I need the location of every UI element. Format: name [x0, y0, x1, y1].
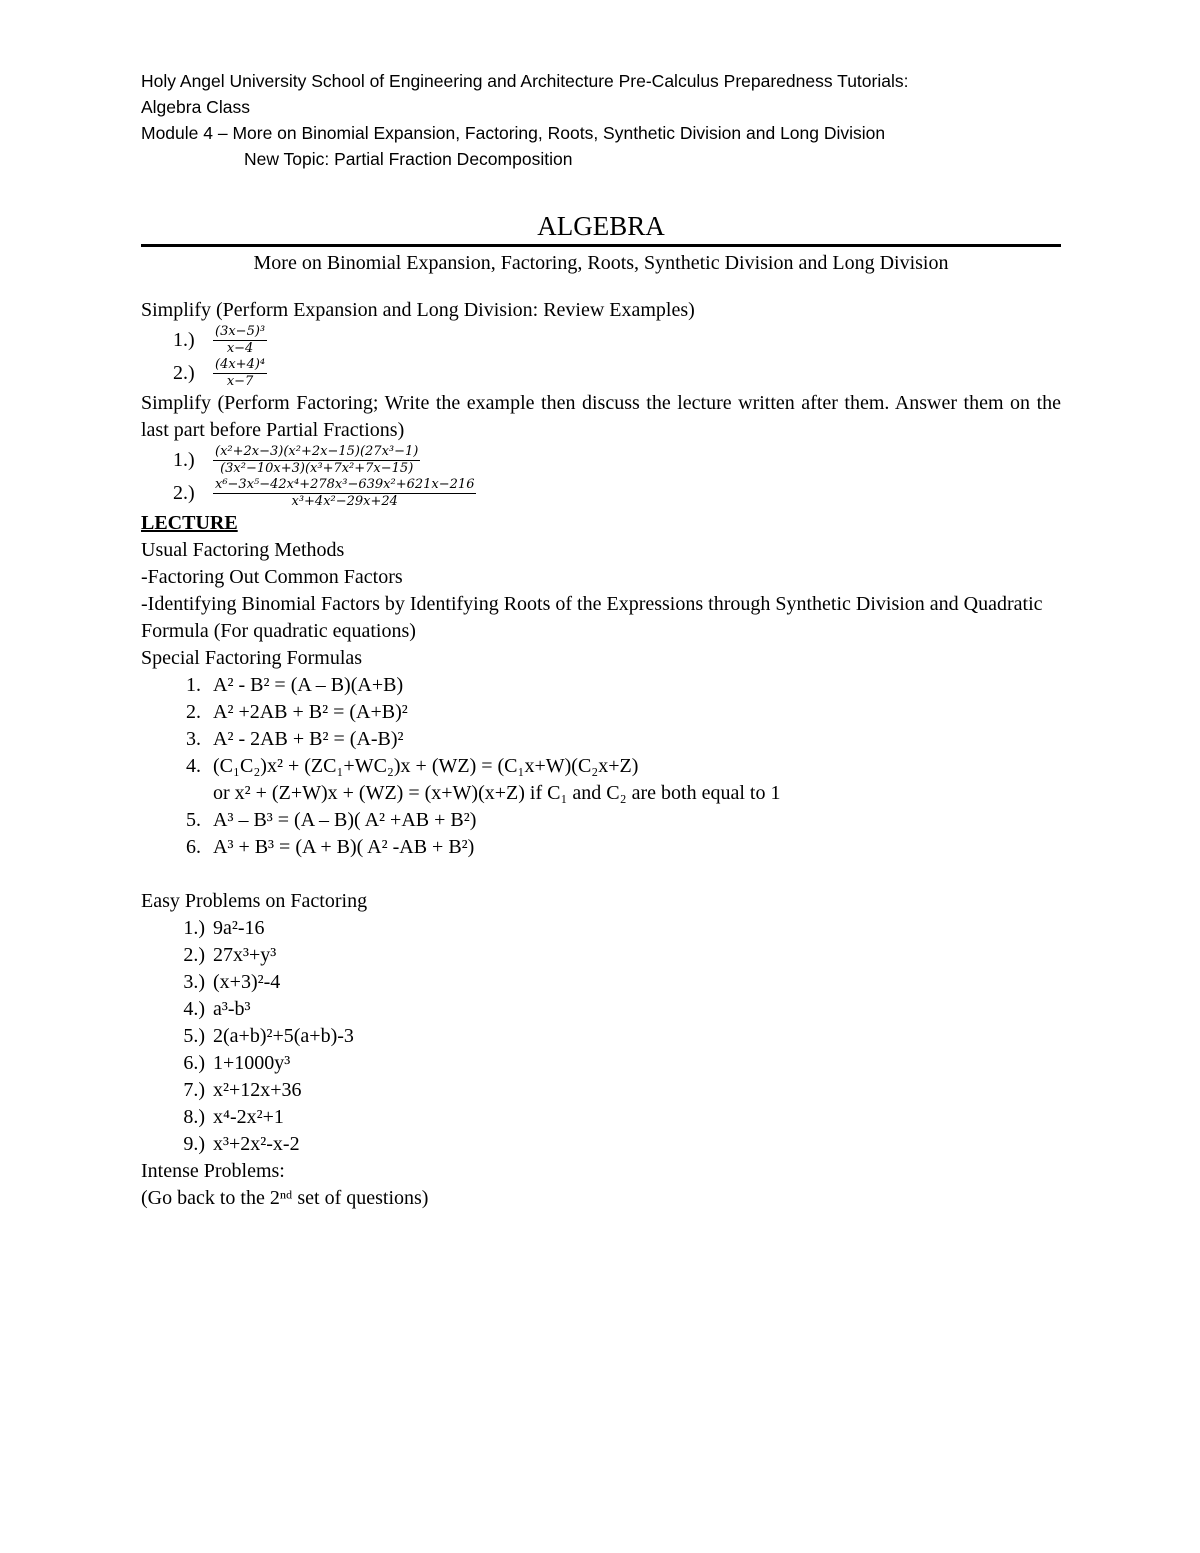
section2-item: [141, 444, 1061, 477]
document-header: [141, 68, 1061, 172]
problem-number: 6.): [183, 1052, 205, 1074]
formula-item: [141, 726, 1061, 753]
formula-text: A³ + B³ = (A + B)( A² -AB + B²): [213, 836, 475, 858]
fraction-denominator: x−7: [226, 374, 254, 389]
problem-item: [141, 915, 1061, 942]
problem-text: 1+1000y³: [213, 1052, 291, 1074]
formula-item: [141, 753, 1061, 780]
problem-number: 2.): [183, 944, 205, 966]
formula-number: [141, 780, 213, 807]
problem-number: 1.): [183, 917, 205, 939]
lecture-heading: LECTURE: [141, 512, 238, 534]
item-number: 2.): [173, 362, 195, 384]
fraction-numerator: (3x−5)³: [215, 324, 266, 339]
problem-item: [141, 1023, 1061, 1050]
problem-number: 7.): [183, 1079, 205, 1101]
problem-number: 9.): [183, 1133, 205, 1155]
document-page: [141, 68, 1061, 1212]
formula-number: 3.: [186, 728, 201, 750]
item-number: 1.): [173, 329, 195, 351]
formula-item: [141, 807, 1061, 834]
section1-heading: Simplify (Perform Expansion and Long Division: Review Examples): [141, 299, 695, 321]
formula-item: [141, 699, 1061, 726]
fraction: [213, 324, 267, 357]
formula-text: A² - B² = (A – B)(A+B): [213, 674, 404, 696]
lecture-line: -Identifying Binomial Factors by Identifying Roots of the Expressions through Synthetic Division and Quadratic Formula (For quadratic equations): [141, 593, 1043, 642]
problem-number: 8.): [183, 1106, 205, 1128]
formula-item: [141, 834, 1061, 861]
problem-item: [141, 969, 1061, 996]
problem-item: [141, 1050, 1061, 1077]
problem-text: x³+2x²-x-2: [213, 1133, 300, 1155]
problem-item: [141, 1077, 1061, 1104]
fraction: [213, 357, 267, 390]
intense-problems-heading: Intense Problems:: [141, 1160, 285, 1182]
section2-item: [141, 477, 1061, 510]
formula-text: or x² + (Z+W)x + (WZ) = (x+W)(x+Z) if C₁ and C₂ are both equal to 1: [213, 782, 781, 804]
fraction-numerator: (x²+2x−3)(x²+2x−15)(27x³−1): [215, 444, 419, 459]
lecture-line: Usual Factoring Methods: [141, 539, 345, 561]
formula-text: A³ – B³ = (A – B)( A² +AB + B²): [213, 809, 477, 831]
problem-text: 27x³+y³: [213, 944, 277, 966]
formula-text: A² +2AB + B² = (A+B)²: [213, 701, 408, 723]
intense-problems-note: (Go back to the 2ⁿᵈ set of questions): [141, 1187, 429, 1209]
fraction-numerator: x⁶−3x⁵−42x⁴+278x³−639x²+621x−216: [215, 477, 475, 492]
fraction-numerator: (4x+4)⁴: [215, 357, 266, 372]
formula-text: A² - 2AB + B² = (A-B)²: [213, 728, 404, 750]
item-number: 2.): [173, 482, 195, 504]
title-rule: [141, 244, 1061, 247]
formula-text: (C₁C₂)x² + (ZC₁+WC₂)x + (WZ) = (C₁x+W)(C₂x+Z): [213, 755, 639, 777]
formula-item: [141, 672, 1061, 699]
problem-text: (x+3)²-4: [213, 971, 281, 993]
problem-item: [141, 1104, 1061, 1131]
problem-item: [141, 1131, 1061, 1158]
problem-item: [141, 942, 1061, 969]
header-line-1: Holy Angel University School of Engineering and Architecture Pre-Calculus Preparedness Tutorials:: [141, 71, 909, 91]
item-number: 1.): [173, 449, 195, 471]
formula-number: 2.: [186, 701, 201, 723]
header-line-2: Algebra Class: [141, 97, 250, 117]
page-subtitle: More on Binomial Expansion, Factoring, Roots, Synthetic Division and Long Division: [253, 252, 949, 274]
special-formulas-list: [141, 672, 1061, 861]
formula-item: [141, 780, 1061, 807]
fraction-denominator: x−4: [226, 341, 254, 356]
special-formulas-heading: Special Factoring Formulas: [141, 647, 363, 669]
section2-heading: Simplify (Perform Factoring; Write the example then discuss the lecture written after them. Answer them on the last part before Partial Fractions): [141, 392, 1061, 441]
problem-text: 2(a+b)²+5(a+b)-3: [213, 1025, 354, 1047]
easy-problems-heading: Easy Problems on Factoring: [141, 890, 368, 912]
problem-text: x⁴-2x²+1: [213, 1106, 284, 1128]
problem-item: [141, 996, 1061, 1023]
problem-text: a³-b³: [213, 998, 251, 1020]
page-title: ALGEBRA: [537, 211, 665, 241]
fraction-denominator: (3x²−10x+3)(x³+7x²+7x−15): [220, 461, 414, 476]
fraction: [213, 477, 476, 510]
lecture-line: -Factoring Out Common Factors: [141, 566, 403, 588]
formula-number: 5.: [186, 809, 201, 831]
formula-number: 4.: [186, 755, 201, 777]
section1-item: [141, 357, 1061, 390]
formula-number: 6.: [186, 836, 201, 858]
section1-item: [141, 324, 1061, 357]
header-line-3: Module 4 – More on Binomial Expansion, Factoring, Roots, Synthetic Division and Long Division: [141, 123, 886, 143]
problem-text: x²+12x+36: [213, 1079, 302, 1101]
header-line-4: New Topic: Partial Fraction Decomposition: [244, 149, 573, 169]
problem-number: 3.): [183, 971, 205, 993]
problem-number: 4.): [183, 998, 205, 1020]
easy-problems-list: [141, 915, 1061, 1158]
formula-number: 1.: [186, 674, 201, 696]
problem-number: 5.): [183, 1025, 205, 1047]
fraction-denominator: x³+4x²−29x+24: [291, 494, 398, 509]
fraction: [213, 444, 420, 477]
problem-text: 9a²-16: [213, 917, 265, 939]
